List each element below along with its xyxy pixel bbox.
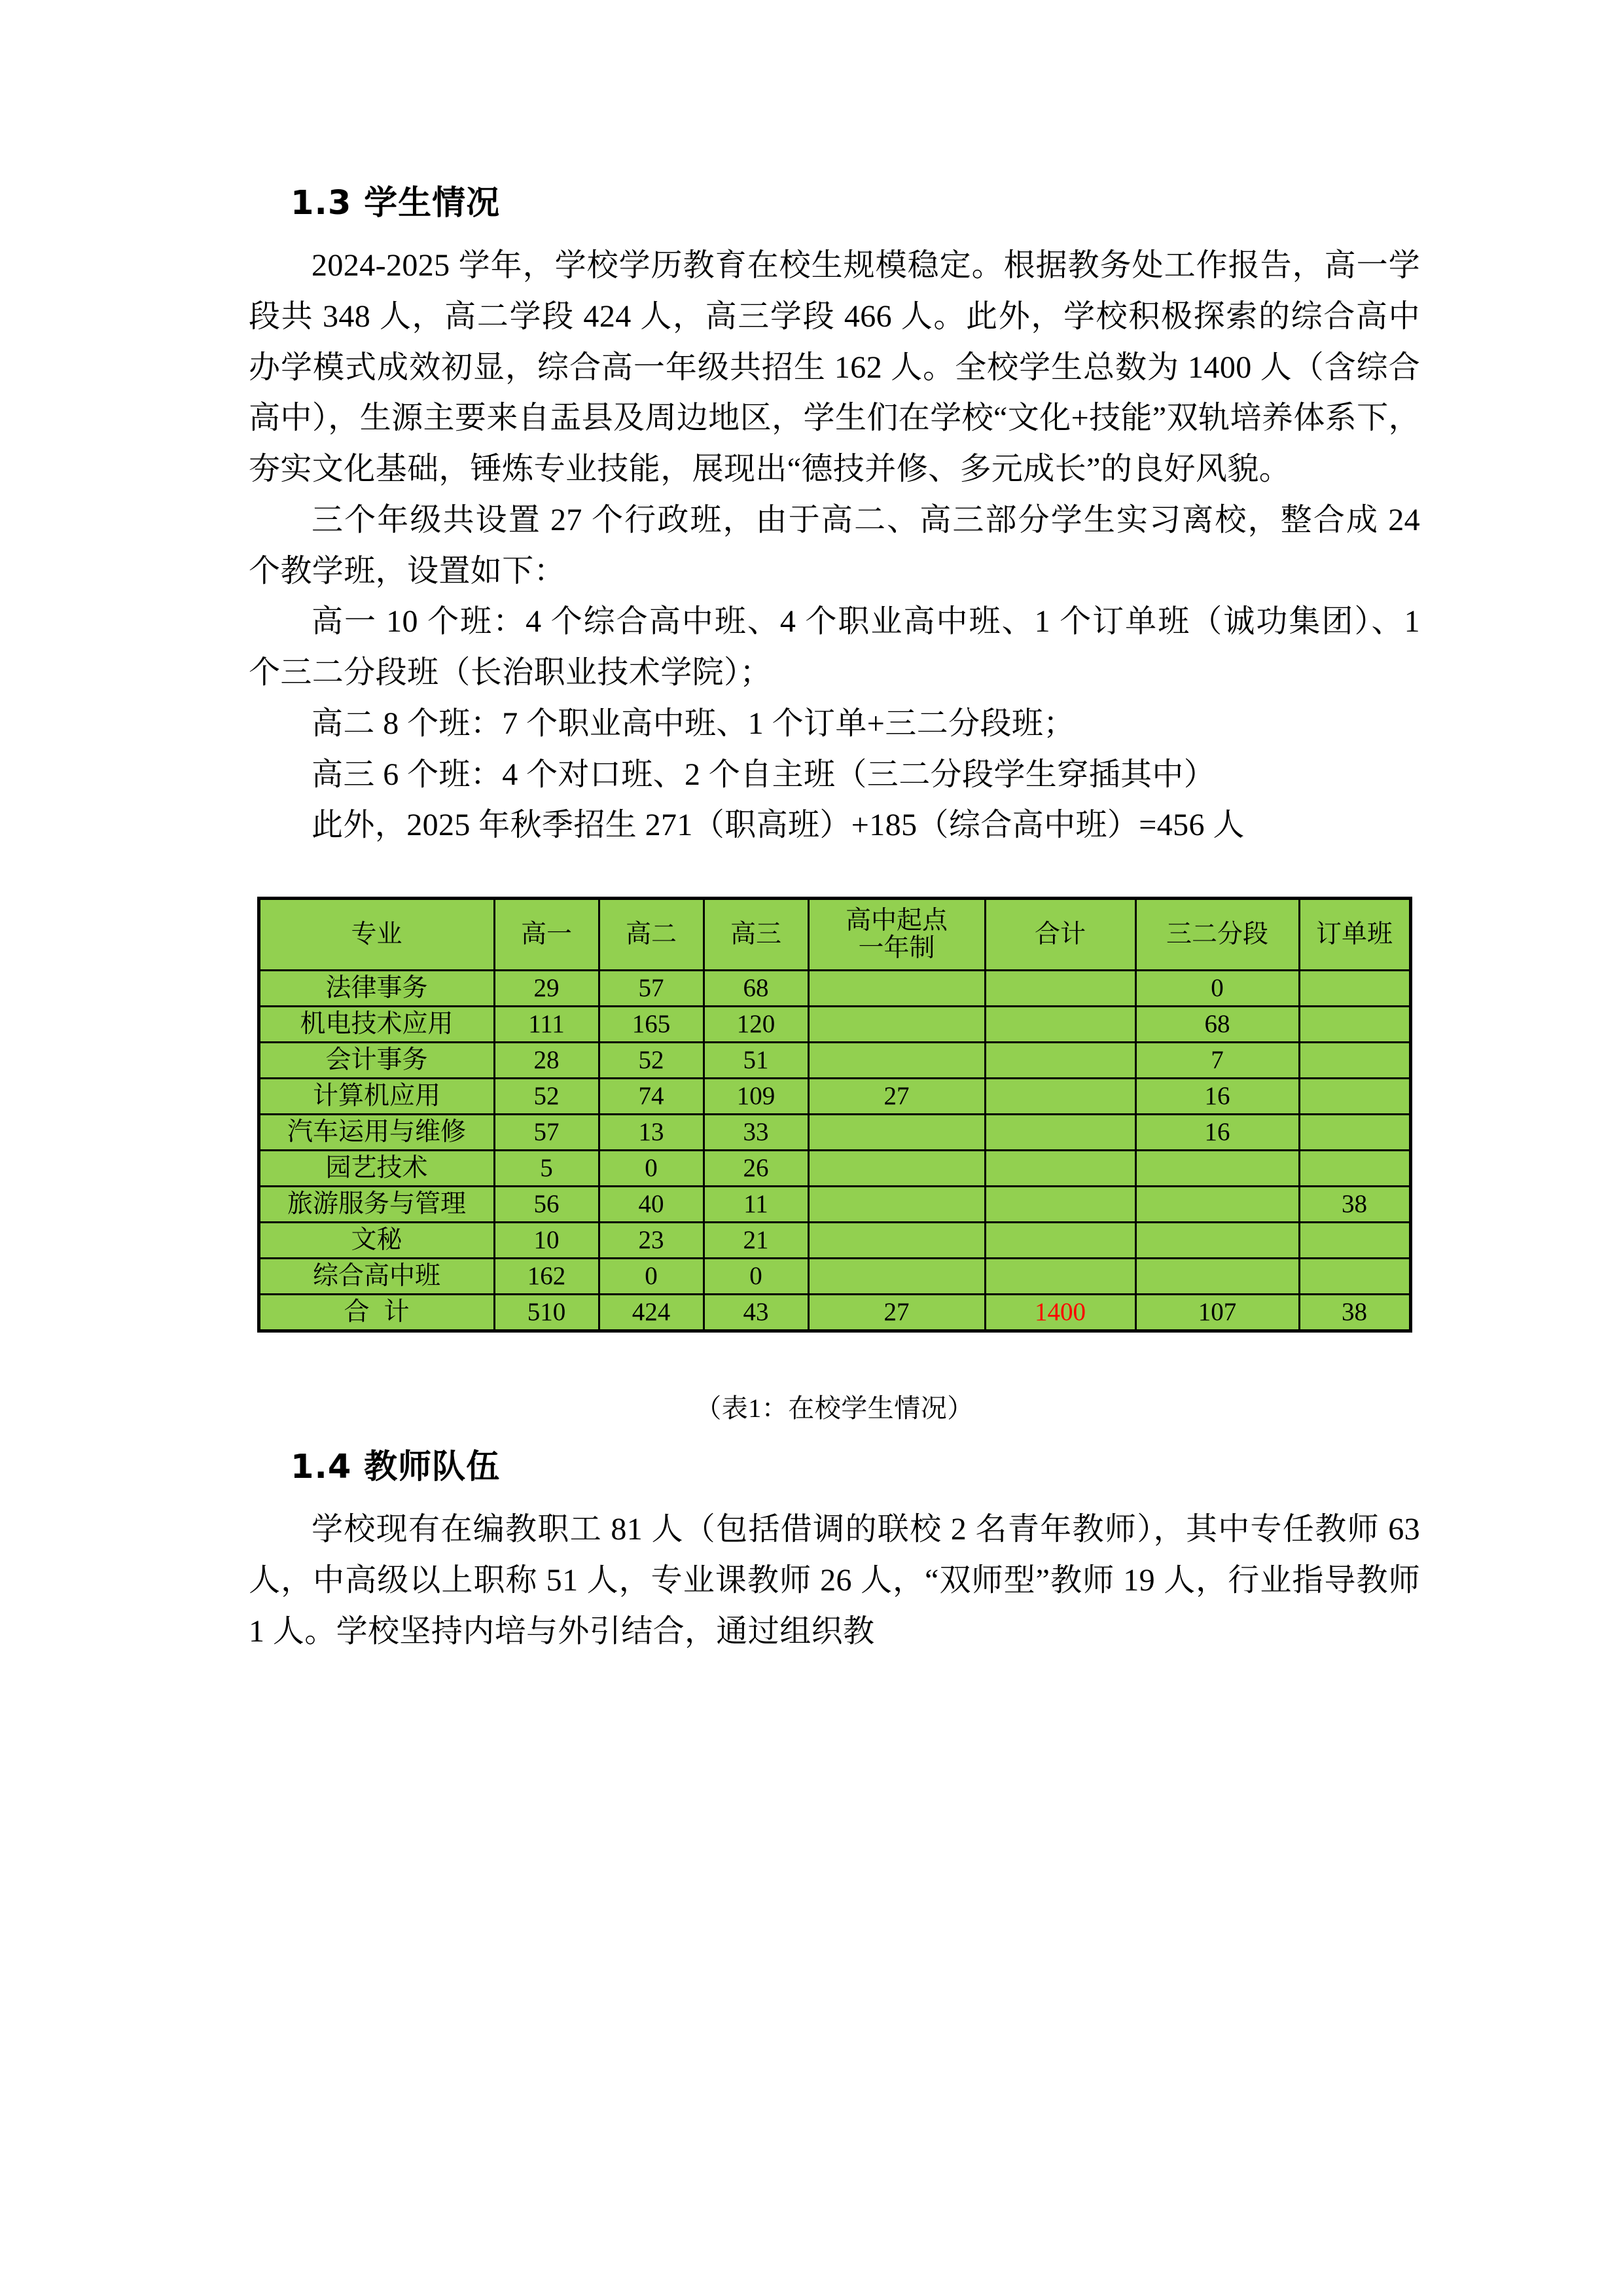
student-enrollment-table — [257, 897, 1412, 1333]
student-table-container — [249, 897, 1420, 1333]
cell-grade3: 11 — [704, 1187, 808, 1223]
cell-order — [1299, 1259, 1410, 1295]
cell-major: 机电技术应用 — [259, 1007, 494, 1043]
cell-total-one-year: 27 — [808, 1295, 985, 1331]
table-row — [259, 1187, 1410, 1223]
cell-total — [985, 1151, 1135, 1187]
students-paragraph-6: 此外，2025 年秋季招生 271（职高班）+185（综合高中班）=456 人 — [312, 808, 1245, 843]
cell-major: 计算机应用 — [259, 1079, 494, 1115]
cell-grade1: 111 — [494, 1007, 599, 1043]
table-row — [259, 971, 1410, 1007]
cell-total-grade2: 424 — [599, 1295, 704, 1331]
cell-one-year — [808, 1151, 985, 1187]
table-row — [259, 1223, 1410, 1259]
cell-total — [985, 1079, 1135, 1115]
cell-grade1: 28 — [494, 1043, 599, 1079]
cell-major: 法律事务 — [259, 971, 494, 1007]
cell-grade2: 52 — [599, 1043, 704, 1079]
cell-one-year — [808, 1007, 985, 1043]
cell-major: 汽车运用与维修 — [259, 1115, 494, 1151]
cell-one-year — [808, 1223, 985, 1259]
cell-grade3: 51 — [704, 1043, 808, 1079]
cell-grade3: 109 — [704, 1079, 808, 1115]
cell-grand-total: 1400 — [985, 1295, 1135, 1331]
students-paragraph-3: 高一 10 个班：4 个综合高中班、4 个职业高中班、1 个订单班（诚功集团）、1 个三二分段班（长治职业技术学院）； — [249, 604, 1420, 691]
cell-split32: 7 — [1135, 1043, 1299, 1079]
cell-grade2: 0 — [599, 1259, 704, 1295]
cell-total-grade3: 43 — [704, 1295, 808, 1331]
cell-split32 — [1135, 1259, 1299, 1295]
cell-grade2: 13 — [599, 1115, 704, 1151]
cell-grade1: 162 — [494, 1259, 599, 1295]
table-total-row — [259, 1295, 1410, 1331]
cell-total — [985, 1007, 1135, 1043]
column-header-major: 专业 — [259, 899, 494, 971]
cell-split32 — [1135, 1151, 1299, 1187]
students-paragraph-4: 高二 8 个班：7 个职业高中班、1 个订单+三二分段班； — [312, 706, 1075, 741]
column-header-split32: 三二分段 — [1135, 899, 1299, 971]
cell-major: 文秘 — [259, 1223, 494, 1259]
column-header-one-year — [808, 899, 985, 971]
cell-order — [1299, 1043, 1410, 1079]
cell-total-order: 38 — [1299, 1295, 1410, 1331]
cell-grade2: 74 — [599, 1079, 704, 1115]
cell-grade3: 21 — [704, 1223, 808, 1259]
cell-grade1: 56 — [494, 1187, 599, 1223]
cell-one-year — [808, 1187, 985, 1223]
cell-split32: 16 — [1135, 1115, 1299, 1151]
cell-order — [1299, 1115, 1410, 1151]
cell-grade1: 52 — [494, 1079, 599, 1115]
cell-grade1: 10 — [494, 1223, 599, 1259]
table-row — [259, 1079, 1410, 1115]
column-header-grade1: 高一 — [494, 899, 599, 971]
section-heading-teachers: 1.4 教师队伍 — [291, 1448, 501, 1487]
cell-major: 旅游服务与管理 — [259, 1187, 494, 1223]
cell-total — [985, 1187, 1135, 1223]
cell-total-split32: 107 — [1135, 1295, 1299, 1331]
cell-grade3: 68 — [704, 971, 808, 1007]
cell-grade3: 33 — [704, 1115, 808, 1151]
cell-total — [985, 1259, 1135, 1295]
column-header-total: 合计 — [985, 899, 1135, 971]
cell-order — [1299, 1151, 1410, 1187]
cell-grade2: 0 — [599, 1151, 704, 1187]
cell-order: 38 — [1299, 1187, 1410, 1223]
column-header-grade2: 高二 — [599, 899, 704, 971]
table-row — [259, 1115, 1410, 1151]
cell-major: 综合高中班 — [259, 1259, 494, 1295]
cell-grade1: 57 — [494, 1115, 599, 1151]
cell-grade1: 29 — [494, 971, 599, 1007]
table-row — [259, 1043, 1410, 1079]
cell-one-year — [808, 1115, 985, 1151]
cell-split32 — [1135, 1223, 1299, 1259]
column-header-order: 订单班 — [1299, 899, 1410, 971]
students-paragraph-2: 三个年级共设置 27 个行政班，由于高二、高三部分学生实习离校，整合成 24 个教学班，设置如下： — [249, 502, 1420, 588]
teachers-paragraph-1: 学校现有在编教职工 81 人（包括借调的联校 2 名青年教师），其中专任教师 63 人，中高级以上职称 51 人，专业课教师 26 人，“双师型”教师 19 人，行业指导教师 1 人。学校坚持内培与外引结合，通过组织教 — [249, 1512, 1420, 1649]
cell-total-label: 合计 — [259, 1295, 494, 1331]
cell-order — [1299, 1223, 1410, 1259]
table-body — [259, 971, 1410, 1331]
cell-grade3: 120 — [704, 1007, 808, 1043]
cell-major: 会计事务 — [259, 1043, 494, 1079]
cell-order — [1299, 1079, 1410, 1115]
table-row — [259, 1007, 1410, 1043]
page-content — [249, 183, 1420, 1657]
cell-grade2: 57 — [599, 971, 704, 1007]
cell-one-year — [808, 1259, 985, 1295]
cell-split32: 0 — [1135, 971, 1299, 1007]
column-header-one-year-line1: 高中起点 — [845, 906, 948, 935]
cell-grade2: 165 — [599, 1007, 704, 1043]
cell-total — [985, 971, 1135, 1007]
section-heading-students: 1.3 学生情况 — [291, 184, 501, 223]
cell-order — [1299, 1007, 1410, 1043]
column-header-one-year-line2: 一年制 — [858, 934, 935, 963]
cell-major: 园艺技术 — [259, 1151, 494, 1187]
cell-split32: 68 — [1135, 1007, 1299, 1043]
cell-split32: 16 — [1135, 1079, 1299, 1115]
cell-total — [985, 1115, 1135, 1151]
cell-total-grade1: 510 — [494, 1295, 599, 1331]
cell-grade1: 5 — [494, 1151, 599, 1187]
cell-one-year — [808, 971, 985, 1007]
table-row — [259, 1259, 1410, 1295]
table-header-row — [259, 899, 1410, 971]
cell-one-year — [808, 1043, 985, 1079]
cell-one-year: 27 — [808, 1079, 985, 1115]
cell-grade2: 40 — [599, 1187, 704, 1223]
students-paragraph-5: 高三 6 个班：4 个对口班、2 个自主班（三二分段学生穿插其中） — [312, 757, 1216, 792]
cell-grade3: 0 — [704, 1259, 808, 1295]
cell-order — [1299, 971, 1410, 1007]
students-paragraph-1: 2024-2025 学年，学校学历教育在校生规模稳定。根据教务处工作报告，高一学段共 348 人，高二学段 424 人，高三学段 466 人。此外，学校积极探索的综合高中办学模式成效初显，综合高一年级共招生 162 人。全校学生总数为 1400 人（含综合高中），生源主要来自盂县及周边地区，学生们在学校“文化+技能”双轨培养体系下，夯实文化基础，锤炼专业技能，展现出“德技并修、多元成长”的良好风貌。 — [249, 248, 1420, 487]
cell-split32 — [1135, 1187, 1299, 1223]
column-header-grade3: 高三 — [704, 899, 808, 971]
cell-total — [985, 1043, 1135, 1079]
table-row — [259, 1151, 1410, 1187]
cell-total — [985, 1223, 1135, 1259]
cell-grade3: 26 — [704, 1151, 808, 1187]
table-caption: （表1：在校学生情况） — [695, 1393, 974, 1424]
cell-grade2: 23 — [599, 1223, 704, 1259]
